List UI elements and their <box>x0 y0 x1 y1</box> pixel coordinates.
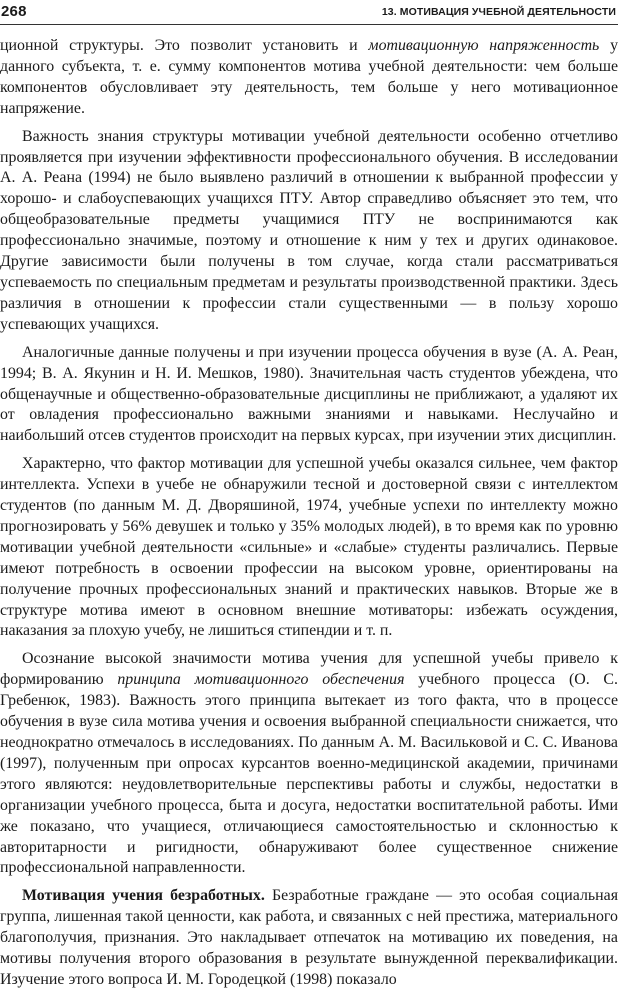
text-segment: Безработные граждане — это особая социальная группа, лишенная такой ценности, как работа, и связанных с ней престижа, материального благополучия, признания. Это накладывает отпечаток на мотивацию их поведения, на мотивы получения второго образования в результате вынужденной переквалификации. Изучение этого вопроса И. М. Городецкой (1998) показало <box>0 887 619 988</box>
text-segment: ционной структуры. Это позволит установить и <box>0 37 369 54</box>
text-segment: у данного субъекта, т. е. сумму компонентов мотива учебной деятельности: чем больше компонентов обусловливает эту деятельность, тем больше у него мотивационное напряжение. <box>0 37 619 117</box>
page-body <box>0 36 618 998</box>
paragraph-motivation-vs-intellect: Характерно, что фактор мотивации для успешной учебы оказался сильнее, чем фактор интеллекта. Успехи в учебе не обнаружили тесной и достоверной связи с интеллектом студентов (по данным М. Д. Дворяшиной, 1974, учебные успехи по интеллекту можно прогнозировать у 56% девушек и только у 35% молодых людей), в то время как по уровню мотивации учебной деятельности «сильные» и «слабые» студенты различались. Первые имеют потребность в освоении профессии на высоком уровне, ориентированы на получение прочных профессиональных знаний и практических навыков. Вторые же в структуре мотива имеют в основном внешние мотиваторы: избежать осуждения, наказания за плохую учебу, не лишиться стипендии и т. п. <box>0 455 618 640</box>
header-rule <box>0 24 618 25</box>
paragraph-motivation-principle <box>0 649 618 879</box>
text-segment: Осознание высокой значимости мотива учения для успешной учебы привело к формированию <box>0 650 618 689</box>
term-emphasis: принципа мотивационного обеспечения <box>117 671 405 689</box>
paragraph-university-study: Аналогичные данные получены и при изучении процесса обучения в вузе (А. А. Реан, 1994; В. А. Якунин и Н. И. Мешков, 1980). Значительная часть студентов убеждена, что общенаучные и общественно-образовательные дисциплины не приближают, а удаляют их от овладения профессионально важными знаниями и навыками. Неслучайно и наибольший отсев студентов происходит на первых курсах, при изучении этих дисциплин. <box>0 343 618 445</box>
running-title: 13. МОТИВАЦИЯ УЧЕБНОЙ ДЕЯТЕЛЬНОСТИ <box>381 6 616 18</box>
paragraph-structure-importance: Важность знания структуры мотивации учебной деятельности особенно отчетливо проявляется при изучении эффективности профессионального обучения. В исследовании А. А. Реана (1994) не было выявлено различий в отношении к выбранной профессии у хорошо- и слабоуспевающих учащихся ПТУ. Автор справедливо объясняет это тем, что общеобразовательные предметы учащимися ПТУ не воспринимаются как профессионально значимые, поэтому и отношение к ним у тех и других одинаковое. Другие зависимости были получены в том случае, когда стали рассматриваться успеваемость по специальным предметам и результаты производственной практики. Здесь различия в отношении к профессии стали существенными — в пользу хорошо успевающих учащихся. <box>0 127 618 333</box>
page-header <box>0 3 618 23</box>
text-segment: учебного процесса (О. С. Гребенюк, 1983). Важность этого принципа вытекает из того факта, что в процессе обучения в вузе сила мотива учения и освоения выбранной специальности снижается, что неоднократно отмечалось в исследованиях. По данным А. М. Васильковой и С. С. Иванова (1997), полученным при опросах курсантов военно-медицинской академии, причинами этого являются: неудовлетворительные перспективы работы и службы, недостатки в организации учебного процесса, быта и досуга, недостатки воспитательной работы. Ими же показано, что учащиеся, отличающиеся самостоятельностью и склонностью к авторитарности и ригидности, обнаруживают более существенное снижение профессиональной направленности. <box>0 671 618 877</box>
term-emphasis: мотивационную напряженность <box>368 37 600 54</box>
section-run-in-heading: Мотивация учения безработных. <box>22 887 265 905</box>
paragraph-continuation <box>0 36 618 120</box>
page-number: 268 <box>1 3 27 20</box>
paragraph-unemployed-motivation <box>0 886 618 991</box>
